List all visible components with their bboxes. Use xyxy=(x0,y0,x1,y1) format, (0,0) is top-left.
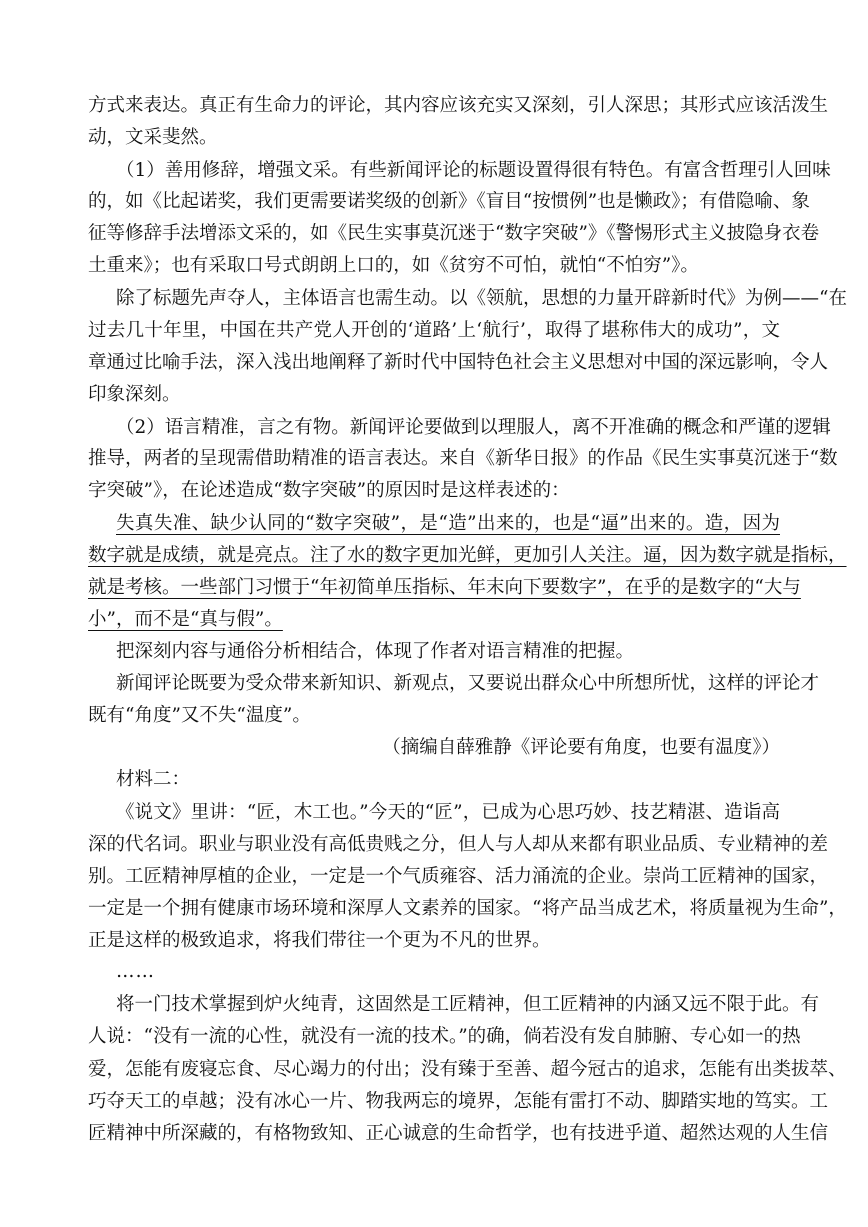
text-line: 深的代名词。职业与职业没有高低贵贱之分，但人与人却从来都有职业品质、专业精神的差 xyxy=(88,834,829,855)
paragraph-start: （1）善用修辞，增强文采。有些新闻评论的标题设置得很有特色。有富含哲理引人回味 xyxy=(116,160,831,181)
text-line: 土重来》；也有采取口号式朗朗上口的，如《贫穷不可怕，就怕“不怕穷”》。 xyxy=(88,255,699,276)
paragraph-start: 《说文》里讲：“匠，木工也。”今天的“匠”，已成为心思巧妙、技艺精湛、造诣高 xyxy=(116,802,780,823)
text-line: 巧夺天工的卓越；没有冰心一片、物我两忘的境界，怎能有雷打不动、脚踏实地的笃实。工 xyxy=(88,1091,829,1112)
paragraph-start: 把深刻内容与通俗分析相结合，体现了作者对语言精准的把握。 xyxy=(116,641,635,662)
text-line: 的，如《比起诺奖，我们更需要诺奖级的创新》《盲目“按惯例”也是懒政》；有借隐喻、象 xyxy=(88,191,810,212)
text-line: 字突破”》，在论述造成“数字突破”的原因时是这样表述的： xyxy=(88,480,570,501)
paragraph-start: 将一门技术掌握到炉火纯青，这固然是工匠精神，但工匠精神的内涵又远不限于此。有 xyxy=(116,994,820,1015)
text-line: 过去几十年里，中国在共产党人开创的‘道路’上‘航行’，取得了堪称伟大的成功”，文 xyxy=(88,320,780,341)
text-line: 印象深刻。 xyxy=(88,384,181,405)
text-line: 征等修辞手法增添文采的，如《民生实事莫沉迷于“数字突破”》《警惕形式主义披隐身衣卷 xyxy=(88,223,820,244)
text-line: 别。工匠精神厚植的企业，一定是一个气质雍容、活力涌流的企业。崇尚工匠精神的国家， xyxy=(88,866,829,887)
paragraph-start: （2）语言精准，言之有物。新闻评论要做到以理服人，离不开准确的概念和严谨的逻辑 xyxy=(116,417,831,438)
text-line: 推导，两者的呈现需借助精准的语言表达。来自《新华日报》的作品《民生实事莫沉迷于“数 xyxy=(88,448,838,469)
paragraph-start: 新闻评论既要为受众带来新知识、新观点，又要说出群众心中所想所忧，这样的评论才 xyxy=(116,673,820,694)
text-line: 正是这样的极致追求，将我们带往一个更为不凡的世界。 xyxy=(88,930,551,951)
text-line: 匠精神中所深藏的，有格物致知、正心诚意的生命哲学，也有技进乎道、超然达观的人生信 xyxy=(88,1123,829,1144)
quoted-underlined-line: 失真失准、缺少认同的“数字突破”，是“造”出来的，也是“逼”出来的。造，因为 xyxy=(116,513,780,534)
text-line: 人说：“没有一流的心性，就没有一流的技术。”的确，倘若没有发自肺腑、专心如一的热 xyxy=(88,1026,801,1047)
quoted-underlined-line: 就是考核。一些部门习惯于“年初简单压指标、年末向下要数字”，在乎的是数字的“大与 xyxy=(88,577,801,598)
section-heading-material-two: 材料二： xyxy=(116,769,191,790)
paragraph-start: 除了标题先声夺人，主体语言也需生动。以《领航，思想的力量开辟新时代》为例——“在 xyxy=(116,288,847,309)
quoted-underlined-line-end xyxy=(88,605,780,635)
text-line: 动，文采斐然。 xyxy=(88,127,218,148)
quoted-underlined-line: 数字就是成绩，就是亮点。注了水的数字更加光鲜，更加引人关注。逼，因为数字就是指标， xyxy=(88,545,847,566)
quoted-underlined-text: 小”，而不是“真与假”。 xyxy=(88,609,283,630)
text-line: 章通过比喻手法，深入浅出地阐释了新时代中国特色社会主义思想对中国的深远影响，令人 xyxy=(88,352,829,373)
source-citation: （摘编自薛雅静《评论要有角度，也要有温度》） xyxy=(382,737,780,758)
text-line: 既有“角度”又不失“温度”。 xyxy=(88,705,311,726)
text-line: 方式来表达。真正有生命力的评论，其内容应该充实又深刻，引人深思；其形式应该活泼生 xyxy=(88,95,829,116)
text-line: 一定是一个拥有健康市场环境和深厚人文素养的国家。“将产品当成艺术，将质量视为生命”， xyxy=(88,898,847,919)
text-line: 爱，怎能有废寝忘食、尽心竭力的付出；没有臻于至善、超今冠古的追求，怎能有出类拔萃、 xyxy=(88,1059,847,1080)
ellipsis-line: …… xyxy=(116,961,155,982)
